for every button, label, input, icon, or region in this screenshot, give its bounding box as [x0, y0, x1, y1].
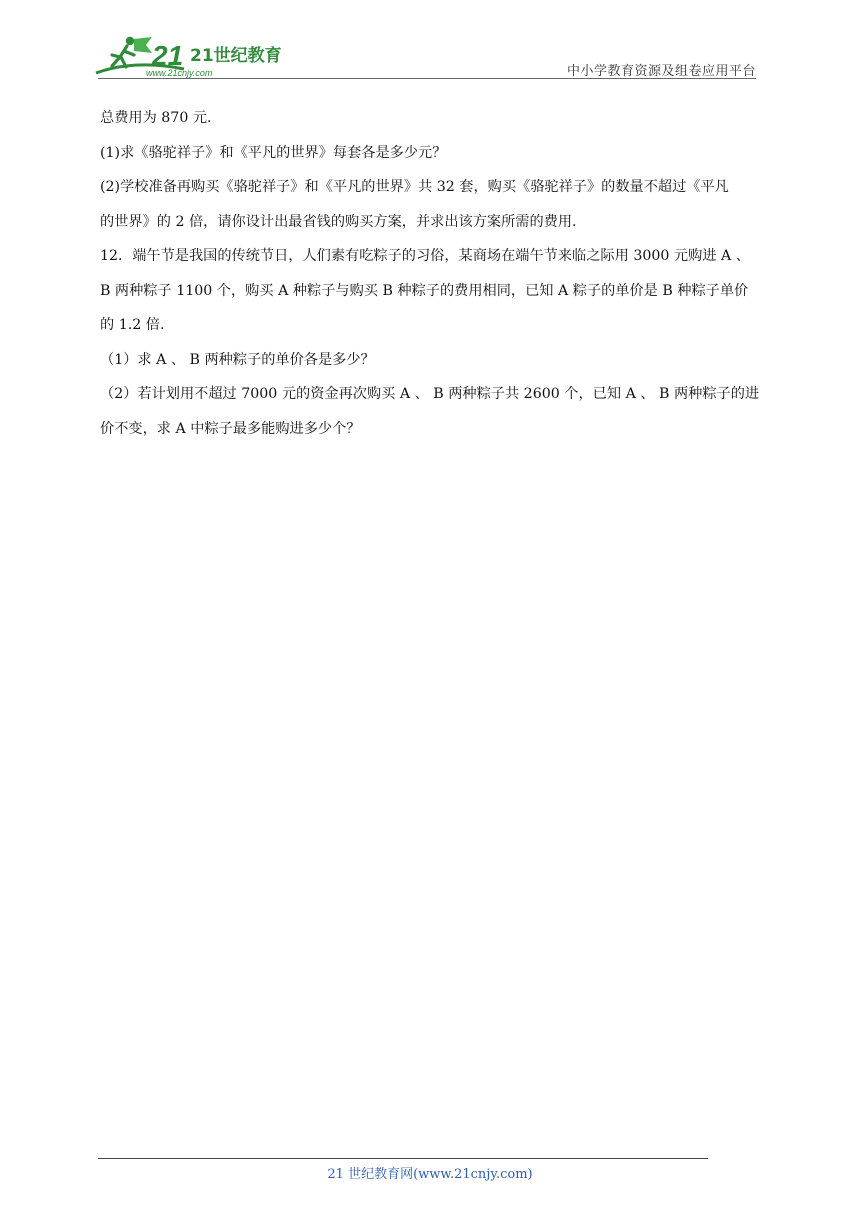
sub-question-2: （2）若计划用不超过 7000 元的资金再次购买 A 、 B 两种粽子共 2600 个，已知 A 、 B 两种粽子的进	[100, 386, 760, 402]
question-2: (2)学校准备再购买《骆驼祥子》和《平凡的世界》共 32 套，购买《骆驼祥子》的数量不超过《平凡	[100, 179, 729, 195]
text-line: 价不变，求 A 中粽子最多能购进多少个？	[100, 420, 361, 437]
sub-question-1: （1）求 A 、 B 两种粽子的单价各是多少？	[100, 351, 375, 368]
text-line: 的世界》的 2 倍，请你设计出最省钱的购买方案，并求出该方案所需的费用.	[100, 213, 577, 230]
svg-text:21: 21	[152, 40, 184, 71]
platform-title: 中小学教育资源及组卷应用平台	[566, 64, 756, 79]
brand-logo	[94, 33, 282, 79]
text-line: B 两种粽子 1100 个，购买 A 种粽子与购买 B 种粽子的费用相同，已知 A 粽子的单价是 B 种粽子单价	[100, 282, 749, 299]
text-line: 总费用为 870 元.	[100, 110, 212, 126]
text-line: 的 1.2 倍.	[100, 317, 165, 333]
runner-logo-icon	[94, 33, 282, 79]
svg-text:www.21cnjy.com: www.21cnjy.com	[146, 68, 213, 78]
svg-text:21世纪教育: 21世纪教育	[190, 46, 282, 66]
footer-link[interactable]: 21 世纪教育网(www.21cnjy.com)	[327, 1167, 533, 1182]
page-header	[0, 0, 860, 90]
document-body	[100, 101, 760, 446]
question-1: (1)求《骆驼祥子》和《平凡的世界》每套各是多少元？	[100, 144, 447, 161]
problem-12: 12．端午节是我国的传统节日，人们素有吃粽子的习俗，某商场在端午节来临之际用 3000 元购进 A 、	[100, 248, 750, 264]
header-divider	[98, 78, 756, 79]
footer-divider	[98, 1158, 708, 1159]
